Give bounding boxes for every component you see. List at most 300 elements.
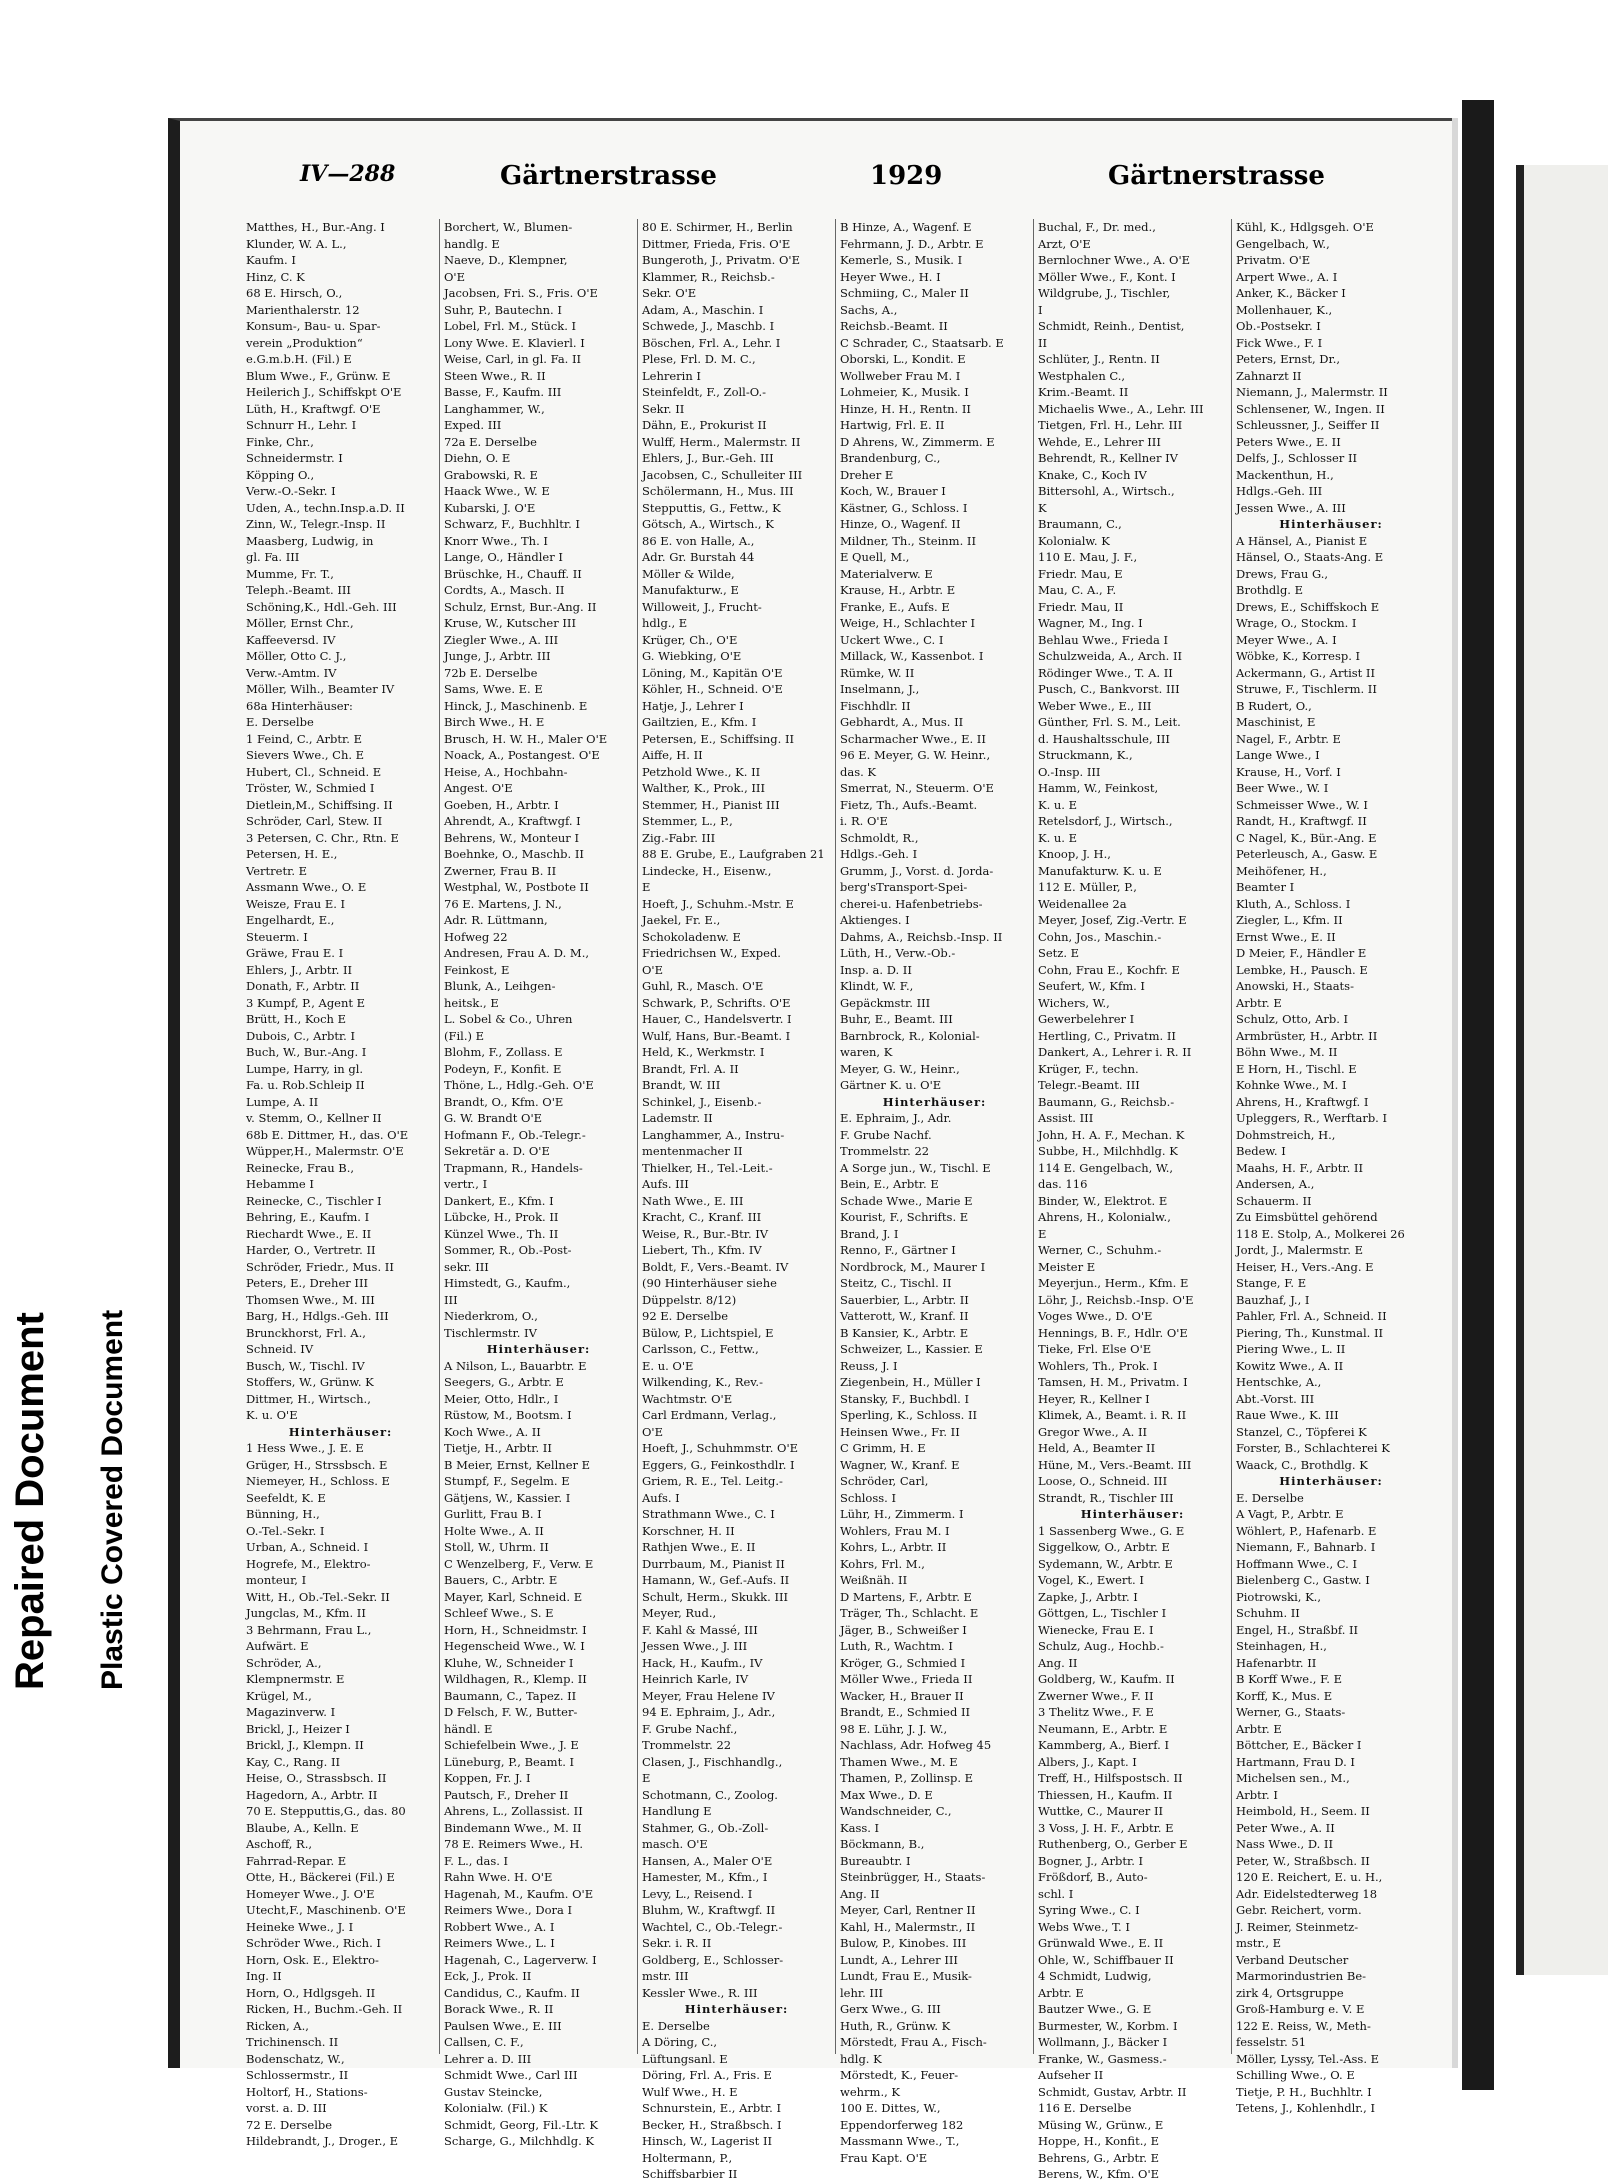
- directory-entry-line: Tieke, Frl. Else O'E: [1038, 1342, 1152, 1356]
- directory-entry-line: Schuhm. II: [1236, 1606, 1300, 1620]
- directory-entry-line: Levy, L., Reisend. I: [642, 1886, 753, 1901]
- directory-entry-line: Stepputtis, G., Fettw., K: [642, 500, 781, 515]
- directory-entry-line: Kröger, G., Schmied I: [840, 1655, 966, 1670]
- directory-entry-line: Gärtner K. u. O'E: [840, 1078, 942, 1092]
- directory-entry-line: Zapke, J., Arbtr. I: [1038, 1589, 1138, 1604]
- directory-entry-line: Carlsson, C., Fettw.,: [642, 1342, 759, 1356]
- directory-entry-line: 3 Behrmann, Frau L.,: [246, 1622, 372, 1637]
- directory-entry-line: Brand, J. I: [840, 1226, 899, 1241]
- directory-entry-line: Eggers, G., Feinkosthdlr. I: [642, 1457, 795, 1472]
- directory-entry-line: Schiffsbarbier II: [642, 2167, 738, 2181]
- directory-entry-line: Jacobsen, Fri. S., Fris. O'E: [444, 286, 598, 300]
- directory-entry-line: Schade Wwe., Marie E: [840, 1193, 973, 1208]
- directory-entry-line: Frößdorf, B., Auto-: [1038, 1870, 1148, 1884]
- directory-column-6: [1232, 219, 1430, 2115]
- directory-entry-line: Bauzhaf, J., I: [1236, 1292, 1310, 1307]
- directory-entry-line: Adam, A., Maschin. I: [642, 302, 764, 317]
- directory-entry-line: Lony Wwe. E. Klavierl. I: [444, 335, 585, 350]
- directory-entry-line: Heinrich Karle, IV: [642, 1672, 749, 1686]
- directory-entry-line: Kaufm. I: [246, 253, 296, 267]
- directory-entry-line: Bülow, P., Lichtspiel, E: [642, 1325, 774, 1340]
- directory-entry-line: 1 Sassenberg Wwe., G. E: [1038, 1523, 1185, 1538]
- directory-entry-line: Dohmstreich, H.,: [1236, 1127, 1336, 1142]
- directory-entry-line: Brüschke, H., Chauff. II: [444, 566, 582, 581]
- directory-entry-line: Hinz, C. K: [246, 269, 305, 284]
- directory-entry-line: Piering, Th., Kunstmal. II: [1236, 1325, 1384, 1340]
- directory-entry-line: Korschner, H. II: [642, 1523, 735, 1538]
- directory-entry-line: Werner, G., Staats-: [1236, 1705, 1346, 1719]
- directory-entry-line: Telegr.-Beamt. III: [1038, 1078, 1140, 1092]
- directory-entry-line: lehr. III: [840, 1985, 884, 2000]
- directory-entry-line: Dahms, A., Reichsb.-Insp. II: [840, 929, 1003, 944]
- directory-entry-line: Finke, Chr.,: [246, 434, 314, 449]
- directory-entry-line: Hagenah, M., Kaufm. O'E: [444, 1886, 594, 1901]
- directory-entry-line: Adr. Eidelstedterweg 18: [1236, 1886, 1378, 1901]
- directory-entry-line: Dähn, E., Prokurist II: [642, 418, 767, 432]
- directory-entry-line: Hamm, W., Feinkost,: [1038, 781, 1159, 795]
- directory-entry-line: Schinkel, J., Eisenb.-: [642, 1094, 762, 1109]
- directory-entry-line: Lindecke, H., Eisenw.,: [642, 863, 772, 878]
- directory-entry-line: Cohn, Frau E., Kochfr. E: [1038, 962, 1180, 977]
- directory-entry-line: Adr. R. Lüttmann,: [444, 913, 548, 927]
- directory-entry-line: Rümke, W. II: [840, 665, 915, 680]
- directory-entry-line: Tamsen, H. M., Privatm. I: [1038, 1375, 1188, 1389]
- directory-entry-line: sekr. III: [444, 1259, 489, 1274]
- directory-entry-line: Syring Wwe., C. I: [1038, 1903, 1140, 1917]
- directory-entry-line: 94 E. Ephraim, J., Adr.,: [642, 1705, 776, 1719]
- directory-entry-line: Gebr. Reichert, vorm.: [1236, 1903, 1362, 1917]
- directory-entry-line: Ehlers, J., Arbtr. II: [246, 962, 353, 977]
- directory-entry-line: Lühr, H., Zimmerm. I: [840, 1507, 964, 1521]
- directory-entry-line: Krüger, F., techn.: [1038, 1061, 1139, 1076]
- directory-entry-line: Behring, E., Kaufm. I: [246, 1210, 370, 1224]
- directory-entry-line: Barnbrock, R., Kolonial-: [840, 1028, 980, 1043]
- directory-entry-line: Niemeyer, H., Schloss. E: [246, 1474, 390, 1488]
- directory-entry-line: Buch, W., Bur.-Ang. I: [246, 1045, 367, 1059]
- directory-entry-line: Assist. III: [1038, 1111, 1094, 1125]
- directory-entry-line: Tischlermstr. IV: [444, 1325, 537, 1340]
- directory-entry-line: Hänsel, O., Staats-Ang. E: [1236, 550, 1384, 564]
- directory-entry-line: Blaube, A., Kelln. E: [246, 1820, 359, 1835]
- directory-entry-line: Steuerm. I: [246, 929, 308, 944]
- directory-page: [168, 118, 1452, 2181]
- directory-entry-line: Friedr. Mau, E: [1038, 566, 1123, 581]
- directory-entry-line: Hatje, J., Lehrer I: [642, 698, 744, 713]
- directory-entry-line: Langhammer, A., Instru-: [642, 1127, 785, 1142]
- directory-entry-line: Kohrs, L., Arbtr. II: [840, 1540, 947, 1554]
- directory-entry-line: Birch Wwe., H. E: [444, 715, 545, 729]
- directory-entry-line: Köhler, H., Schneid. O'E: [642, 682, 783, 696]
- directory-entry-line: Franke, W., Gasmess.-: [1038, 2051, 1167, 2066]
- directory-entry-line: Mumme, Fr. T.,: [246, 566, 334, 581]
- directory-entry-line: Armbrüster, H., Arbtr. II: [1236, 1028, 1378, 1043]
- directory-entry-line: Ziegler, L., Kfm. II: [1236, 913, 1343, 927]
- directory-entry-line: Manufakturw., E: [642, 583, 739, 597]
- directory-entry-line: das. K: [840, 764, 877, 779]
- directory-entry-line: Witt, H., Ob.-Tel.-Sekr. II: [246, 1589, 390, 1604]
- directory-entry-line: Hüne, M., Vers.-Beamt. III: [1038, 1457, 1192, 1472]
- directory-entry-line: Westphal, W., Postbote II: [444, 880, 589, 894]
- directory-entry-line: Strathmann Wwe., C. I: [642, 1507, 775, 1521]
- directory-entry-line: Ang. II: [1038, 1655, 1078, 1670]
- directory-entry-line: Arbtr. E: [1236, 1721, 1282, 1736]
- directory-entry-line: Luth, R., Wachtm. I: [840, 1639, 953, 1653]
- directory-entry-line: Lange, O., Händler I: [444, 550, 563, 564]
- directory-entry-line: Zahnarzt II: [1236, 368, 1302, 383]
- directory-entry-line: Siggelkow, O., Arbtr. E: [1038, 1540, 1170, 1554]
- directory-entry-line: Arbtr. E: [1236, 995, 1282, 1010]
- directory-entry-line: Lundt, A., Lehrer III: [840, 1952, 958, 1967]
- directory-entry-line: 1 Hess Wwe., J. E. E: [246, 1441, 364, 1455]
- directory-entry-line: Schulz, Otto, Arb. I: [1236, 1012, 1349, 1026]
- directory-entry-line: Heiser, H., Vers.-Ang. E: [1236, 1259, 1374, 1274]
- directory-entry-line: Sekr. O'E: [642, 286, 697, 300]
- directory-entry-line: Ob.-Postsekr. I: [1236, 319, 1321, 333]
- directory-entry-line: Loose, O., Schneid. III: [1038, 1474, 1168, 1488]
- directory-entry-line: Kaffeeversd. IV: [246, 632, 336, 647]
- directory-entry-line: Sievers Wwe., Ch. E: [246, 748, 365, 762]
- directory-entry-line: Knoop, J. H.,: [1038, 847, 1111, 861]
- directory-entry-line: Borack Wwe., R. II: [444, 2002, 554, 2016]
- directory-entry-line: Stanzel, C., Töpferei K: [1236, 1424, 1367, 1439]
- directory-entry-line: Hinsch, W., Lagerist II: [642, 2134, 773, 2148]
- directory-entry-line: Sauerbier, L., Arbtr. II: [840, 1292, 969, 1307]
- directory-entry-line: Wulf, Hans, Bur.-Beamt. I: [642, 1028, 791, 1043]
- directory-entry-line: hdlg. K: [840, 2051, 882, 2066]
- directory-entry-line: 86 E. von Halle, A.,: [642, 533, 755, 548]
- directory-column-2: [440, 219, 638, 2148]
- directory-entry-line: Delfs, J., Schlosser II: [1236, 451, 1358, 465]
- directory-entry-line: Dankert, E., Kfm. I: [444, 1193, 554, 1208]
- directory-entry-line: Petersen, H. E.,: [246, 847, 338, 861]
- directory-entry-line: Schloss. I: [840, 1490, 896, 1505]
- directory-entry-line: Meyer, Frau Helene IV: [642, 1688, 775, 1703]
- directory-entry-line: Oborski, L., Kondit. E: [840, 352, 966, 366]
- directory-entry-line: Bulow, P., Kinobes. III: [840, 1936, 967, 1950]
- directory-entry-line: Hentschke, A.,: [1236, 1375, 1322, 1389]
- directory-entry-line: Mörstedt, K., Feuer-: [840, 2068, 959, 2082]
- directory-entry-line: Reinecke, Frau B.,: [246, 1160, 355, 1175]
- directory-entry-line: Suhr, P., Bautechn. I: [444, 302, 562, 317]
- directory-entry-line: Hinterhäuser:: [1279, 517, 1383, 531]
- directory-entry-line: 68 E. Hirsch, O.,: [246, 286, 343, 300]
- directory-entry-line: Durrbaum, M., Pianist II: [642, 1556, 785, 1571]
- directory-entry-line: Homeyer Wwe., J. O'E: [246, 1886, 375, 1901]
- directory-entry-line: Fahrrad-Repar. E: [246, 1853, 347, 1868]
- adjacent-page-strip: [1516, 165, 1608, 1975]
- directory-entry-line: B Kansier, K., Arbtr. E: [840, 1325, 969, 1340]
- directory-entry-line: Otte, H., Bäckerei (Fil.) E: [246, 1870, 395, 1884]
- directory-entry-line: Nagel, F., Arbtr. E: [1236, 731, 1341, 746]
- directory-entry-line: Stoll, W., Uhrm. II: [444, 1540, 549, 1554]
- directory-entry-line: Jessen Wwe., J. III: [642, 1639, 748, 1653]
- directory-entry-line: Krüger, Ch., O'E: [642, 632, 738, 647]
- directory-entry-line: 96 E. Meyer, G. W. Heinr.,: [840, 748, 991, 762]
- directory-entry-line: Ahrens, L., Zollassist. II: [444, 1804, 583, 1818]
- directory-entry-line: Kästner, G., Schloss. I: [840, 500, 968, 515]
- directory-entry-line: Thamen, P., Zollinsp. E: [840, 1771, 974, 1785]
- directory-entry-line: Koch Wwe., A. II: [444, 1424, 541, 1439]
- directory-entry-line: 68a Hinterhäuser:: [246, 698, 353, 713]
- directory-entry-line: Lehrer a. D. III: [444, 2051, 532, 2066]
- directory-entry-line: Wohlers, Frau M. I: [840, 1523, 950, 1538]
- directory-entry-line: Koppen, Fr. J. I: [444, 1771, 531, 1785]
- directory-entry-line: Boldt, F., Vers.-Beamt. IV: [642, 1259, 789, 1274]
- directory-entry-line: Weisze, Frau E. I: [246, 896, 346, 911]
- directory-entry-line: Hinterhäuser:: [1279, 1474, 1383, 1488]
- directory-entry-line: Vertretr. E: [246, 863, 308, 878]
- directory-entry-line: Brandt, Frl. A. II: [642, 1061, 739, 1076]
- directory-entry-line: Wollmann, J., Bäcker I: [1038, 2035, 1168, 2049]
- directory-entry-line: Möller Wwe., F., Kont. I: [1038, 269, 1176, 284]
- directory-entry-line: Borchert, W., Blumen-: [444, 220, 573, 234]
- directory-entry-line: Horn, H., Schneidmstr. I: [444, 1622, 587, 1637]
- directory-entry-line: Lehrerin I: [642, 368, 701, 383]
- directory-entry-line: Sachs, A.,: [840, 302, 898, 317]
- directory-entry-line: Hinterhäuser:: [288, 1424, 393, 1439]
- directory-entry-line: Rahn Wwe. H. O'E: [444, 1870, 553, 1884]
- directory-entry-line: Guhl, R., Masch. O'E: [642, 979, 764, 993]
- directory-entry-line: Wichers, W.,: [1038, 995, 1110, 1010]
- directory-entry-line: berg'sTransport-Spei-: [840, 880, 968, 894]
- directory-entry-line: 3 Petersen, C. Chr., Rtn. E: [246, 830, 399, 845]
- directory-entry-line: Renno, F., Gärtner I: [840, 1243, 956, 1257]
- directory-entry-line: Gepäckmstr. III: [840, 995, 931, 1010]
- directory-entry-line: Liebert, Th., Kfm. IV: [642, 1243, 762, 1257]
- directory-entry-line: Ehlers, J., Bur.-Geh. III: [642, 451, 774, 465]
- directory-entry-line: e.G.m.b.H. (Fil.) E: [246, 352, 352, 366]
- directory-entry-line: Steen Wwe., R. II: [444, 368, 546, 383]
- directory-entry-line: Hinze, O., Wagenf. II: [840, 517, 961, 531]
- directory-entry-line: Schulzweida, A., Arch. II: [1038, 649, 1183, 663]
- directory-entry-line: Möller & Wilde,: [642, 566, 735, 581]
- directory-entry-line: Seufert, W., Kfm. I: [1038, 979, 1145, 993]
- directory-entry-line: Niederkrom, O.,: [444, 1309, 538, 1323]
- directory-entry-line: Krim.-Beamt. II: [1038, 385, 1129, 399]
- directory-entry-line: Binder, W., Elektrot. E: [1038, 1193, 1168, 1208]
- directory-entry-line: 116 E. Derselbe: [1038, 2101, 1132, 2115]
- directory-entry-line: D Meier, F., Händler E: [1236, 946, 1367, 960]
- directory-entry-line: Harder, O., Vertretr. II: [246, 1243, 376, 1257]
- directory-entry-line: Hauer, C., Handelsvertr. I: [642, 1012, 792, 1026]
- directory-entry-line: Hdlgs.-Geh. I: [840, 847, 918, 861]
- directory-entry-line: Weise, R., Bur.-Btr. IV: [642, 1226, 769, 1241]
- directory-entry-line: Eppendorferweg 182: [840, 2117, 964, 2132]
- directory-entry-line: Heyer Wwe., H. I: [840, 269, 941, 284]
- directory-entry-line: Rüstow, M., Bootsm. I: [444, 1408, 572, 1422]
- directory-entry-line: Ziegler Wwe., A. III: [444, 632, 559, 647]
- directory-entry-line: E. Derselbe: [642, 2018, 710, 2033]
- directory-entry-line: Horn, O., Hdlgsgeh. II: [246, 1985, 376, 2000]
- directory-entry-line: Böschen, Frl. A., Lehr. I: [642, 335, 781, 350]
- directory-entry-line: Gebhardt, A., Mus. II: [840, 715, 964, 729]
- directory-entry-line: E. u. O'E: [642, 1358, 694, 1373]
- directory-entry-line: A Vagt, P., Arbtr. E: [1236, 1507, 1344, 1521]
- directory-entry-line: Anker, K., Bäcker I: [1236, 286, 1346, 300]
- directory-entry-line: Gewerbelehrer I: [1038, 1012, 1135, 1026]
- directory-entry-line: Konsum-, Bau- u. Spar-: [246, 319, 381, 333]
- directory-entry-line: Lüth, H., Verw.-Ob.-: [840, 946, 956, 960]
- directory-entry-line: Baumann, G., Reichsb.-: [1038, 1094, 1175, 1109]
- directory-entry-line: Raue Wwe., K. III: [1236, 1408, 1339, 1422]
- directory-entry-line: heitsk., E: [444, 995, 499, 1010]
- directory-entry-line: Weißnäh. II: [840, 1573, 908, 1587]
- directory-entry-line: Hinterhäuser:: [486, 1342, 591, 1356]
- directory-entry-line: Hansen, A., Maler O'E: [642, 1853, 773, 1868]
- directory-entry-line: B Hinze, A., Wagenf. E: [840, 220, 972, 234]
- directory-entry-line: Kass. I: [840, 1820, 880, 1835]
- directory-entry-line: Reimers Wwe., Dora I: [444, 1903, 573, 1917]
- directory-entry-line: Fa. u. Rob.Schleip II: [246, 1078, 365, 1092]
- directory-entry-line: Lembke, H., Pausch. E: [1236, 962, 1368, 977]
- directory-entry-line: hdlg., E: [642, 616, 688, 630]
- directory-entry-line: Bittersohl, A., Wirtsch.,: [1038, 484, 1175, 498]
- directory-entry-line: Schmidt Wwe., Carl III: [444, 2068, 578, 2082]
- directory-entry-line: C Schrader, C., Staatsarb. E: [840, 335, 1004, 350]
- directory-entry-line: Mildner, Th., Steinm. II: [840, 533, 976, 548]
- directory-entry-line: Drews, Frau G.,: [1236, 566, 1329, 581]
- directory-entry-line: Träger, Th., Schlacht. E: [840, 1606, 979, 1620]
- directory-entry-line: 4 Schmidt, Ludwig,: [1038, 1969, 1152, 1983]
- directory-entry-line: Schmeisser Wwe., W. I: [1236, 797, 1368, 812]
- directory-entry-line: E. Ephraim, J., Adr.: [840, 1111, 952, 1125]
- directory-entry-line: mstr. III: [642, 1969, 689, 1983]
- directory-entry-line: Peters, E., Dreher III: [246, 1276, 369, 1290]
- directory-entry-line: Peter Wwe., A. II: [1236, 1820, 1335, 1835]
- directory-entry-line: Hoeft, J., Schuhm.-Mstr. E: [642, 896, 794, 911]
- directory-entry-line: Meier, Otto, Hdlr., I: [444, 1391, 559, 1406]
- directory-entry-line: C Wenzelberg, F., Verw. E: [444, 1556, 594, 1571]
- directory-entry-line: masch. O'E: [642, 1837, 708, 1851]
- directory-entry-line: Verw.-Amtm. IV: [246, 665, 337, 680]
- directory-entry-line: Götsch, A., Wirtsch., K: [642, 517, 774, 531]
- directory-entry-line: Goldberg, W., Kaufm. II: [1038, 1672, 1175, 1686]
- directory-entry-line: Schwede, J., Maschb. I: [642, 319, 775, 333]
- directory-entry-line: 122 E. Reiss, W., Meth-: [1236, 2018, 1371, 2033]
- directory-entry-line: Robbert Wwe., A. I: [444, 1919, 555, 1934]
- directory-entry-line: Retelsdorf, J., Wirtsch.,: [1038, 814, 1173, 828]
- directory-entry-line: Angest. O'E: [444, 781, 513, 795]
- directory-entry-line: Mörstedt, Frau A., Fisch-: [840, 2035, 987, 2049]
- directory-entry-line: A Hänsel, A., Pianist E: [1236, 533, 1368, 548]
- directory-entry-line: Piering Wwe., L. II: [1236, 1342, 1346, 1356]
- directory-entry-line: 72b E. Derselbe: [444, 665, 538, 680]
- directory-entry-line: Becker, H., Straßbsch. I: [642, 2117, 782, 2132]
- directory-entry-line: 112 E. Müller, P.,: [1038, 880, 1137, 894]
- directory-entry-line: Klunder, W. A. L.,: [246, 236, 347, 251]
- directory-entry-line: Hofweg 22: [444, 929, 508, 944]
- street-name-left: Gärtnerstrasse: [500, 161, 717, 191]
- directory-entry-line: Meyer, G. W., Heinr.,: [840, 1061, 960, 1076]
- directory-entry-line: Inselmann, J.,: [840, 682, 920, 696]
- directory-entry-line: Hoffmann Wwe., C. I: [1236, 1556, 1358, 1571]
- directory-entry-line: Holtermann, P.,: [642, 2150, 733, 2165]
- directory-entry-line: Stumpf, F., Segelm. E: [444, 1474, 570, 1488]
- directory-entry-line: Stansky, F., Buchbdl. I: [840, 1391, 970, 1406]
- directory-entry-line: Setz. E: [1038, 946, 1080, 960]
- directory-entry-line: Klindt, W. F.,: [840, 979, 914, 993]
- directory-entry-line: Wehde, E., Lehrer III: [1038, 434, 1161, 449]
- directory-entry-line: Lübcke, H., Prok. II: [444, 1210, 559, 1224]
- directory-entry-line: Steinfeldt, F., Zoll-O.-: [642, 385, 767, 399]
- directory-entry-line: Wachtel, C., Ob.-Telegr.-: [642, 1919, 783, 1934]
- directory-entry-line: Hartmann, Frau D. I: [1236, 1754, 1355, 1769]
- directory-entry-line: Scharmacher Wwe., E. II: [840, 731, 986, 746]
- directory-entry-line: 78 E. Reimers Wwe., H.: [444, 1837, 584, 1851]
- directory-entry-line: Seefeldt, K. E: [246, 1490, 326, 1505]
- directory-entry-line: Ahrens, H., Kraftwgf. I: [1236, 1094, 1369, 1109]
- directory-entry-line: Nordbrock, M., Maurer I: [840, 1259, 986, 1274]
- directory-entry-line: Bauers, C., Arbtr. E: [444, 1573, 558, 1587]
- directory-entry-line: Anowski, H., Staats-: [1236, 979, 1354, 993]
- directory-entry-line: E: [642, 880, 651, 894]
- directory-entry-line: Göttgen, L., Tischler I: [1038, 1606, 1167, 1620]
- directory-entry-line: E. Derselbe: [246, 715, 314, 729]
- directory-entry-line: Goldberg, E., Schlosser-: [642, 1952, 784, 1967]
- directory-entry-line: A Sorge jun., W., Tischl. E: [840, 1160, 991, 1175]
- directory-entry-line: d. Haushaltsschule, III: [1038, 731, 1170, 746]
- directory-entry-line: Handlung E: [642, 1804, 712, 1818]
- directory-entry-line: Löhr, J., Reichsb.-Insp. O'E: [1038, 1292, 1194, 1307]
- directory-entry-line: 72 E. Derselbe: [246, 2117, 333, 2132]
- directory-entry-line: 114 E. Gengelbach, W.,: [1038, 1160, 1174, 1175]
- directory-entry-line: Plese, Frl. D. M. C.,: [642, 352, 756, 366]
- directory-entry-line: Fischhdlr. II: [840, 698, 911, 713]
- directory-entry-line: Lumpe, A. II: [246, 1094, 319, 1109]
- directory-entry-line: 3 Kumpf, P., Agent E: [246, 995, 366, 1010]
- directory-entry-line: Knorr Wwe., Th. I: [444, 533, 548, 548]
- directory-entry-line: Möller, Lyssy, Tel.-Ass. E: [1236, 2051, 1380, 2066]
- directory-entry-line: Wachtmstr. O'E: [642, 1391, 733, 1406]
- directory-entry-line: Insp. a. D. II: [840, 962, 912, 977]
- directory-entry-line: Kahl, H., Malermstr., II: [840, 1919, 976, 1934]
- directory-entry-line: Schwarz, F., Buchhltr. I: [444, 517, 580, 531]
- directory-entry-line: Bielenberg C., Gastw. I: [1236, 1573, 1370, 1587]
- directory-entry-line: O.-Tel.-Sekr. I: [246, 1523, 325, 1538]
- directory-entry-line: Uckert Wwe., C. I: [840, 632, 944, 647]
- directory-entry-line: Scharge, G., Milchhdlg. K: [444, 2134, 594, 2148]
- directory-entry-line: Aufwärt. E: [246, 1639, 309, 1653]
- directory-entry-line: Engelhardt, E.,: [246, 913, 335, 927]
- directory-entry-line: Adr. Gr. Burstah 44: [642, 550, 755, 564]
- directory-entry-line: Tietje, H., Arbtr. II: [444, 1441, 552, 1455]
- directory-entry-line: Gustav Steincke,: [444, 2084, 543, 2099]
- directory-entry-line: Schmidt, Reinh., Dentist,: [1038, 319, 1185, 333]
- directory-entry-line: Bogner, J., Arbtr. I: [1038, 1853, 1144, 1868]
- directory-entry-line: Bodenschatz, W.,: [246, 2051, 345, 2066]
- directory-entry-line: Steitz, C., Tischl. II: [840, 1276, 952, 1290]
- directory-entry-line: Hafenarbtr. II: [1236, 1655, 1317, 1670]
- directory-entry-line: Wöbke, K., Korresp. I: [1236, 649, 1361, 663]
- directory-entry-line: Jessen Wwe., A. III: [1236, 500, 1346, 515]
- directory-entry-line: Tröster, W., Schmied I: [246, 781, 375, 795]
- directory-entry-line: Grünwald Wwe., E. II: [1038, 1936, 1164, 1950]
- directory-entry-line: Meister E: [1038, 1259, 1096, 1274]
- directory-entry-line: Noack, A., Postangest. O'E: [444, 748, 600, 762]
- directory-entry-line: Stahmer, G., Ob.-Zoll-: [642, 1820, 769, 1835]
- directory-entry-line: 70 E. Stepputtis,G., das. 80: [246, 1804, 406, 1818]
- directory-entry-line: Holtorf, H., Stations-: [246, 2084, 368, 2099]
- directory-entry-line: Drews, E., Schiffskoch E: [1236, 599, 1380, 614]
- directory-entry-line: Mau, C. A., F.: [1038, 583, 1117, 597]
- directory-entry-line: Verw.-O.-Sekr. I: [246, 484, 336, 498]
- directory-entry-line: Klammer, R., Reichsb.-: [642, 269, 775, 284]
- directory-entry-line: Brandt, W. III: [642, 1078, 721, 1092]
- directory-entry-line: Nachlass, Adr. Hofweg 45: [840, 1738, 992, 1752]
- directory-entry-line: 3 Thelitz Wwe., F. E: [1038, 1705, 1154, 1719]
- directory-entry-line: Ahrens, H., Kolonialw.,: [1038, 1210, 1171, 1224]
- directory-entry-line: Stemmer, H., Pianist III: [642, 797, 780, 812]
